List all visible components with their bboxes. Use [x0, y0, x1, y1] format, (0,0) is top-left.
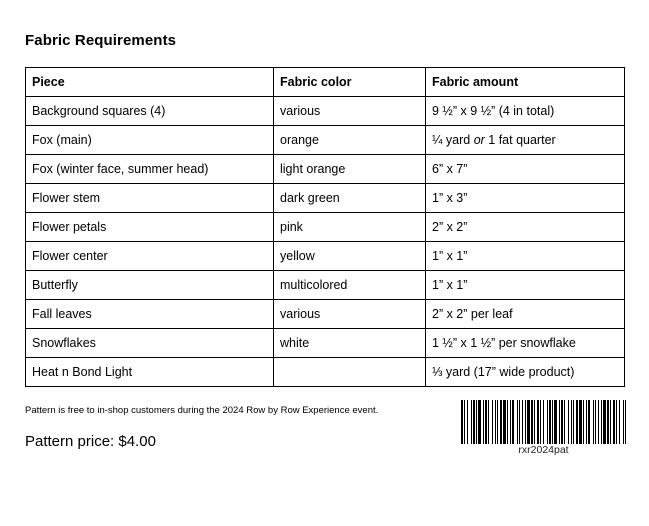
barcode-bar: [471, 400, 472, 444]
cell-fabric-color: [274, 358, 426, 387]
barcode-bar: [616, 400, 617, 444]
pattern-price: Pattern price: $4.00: [25, 433, 156, 450]
barcode-bar: [598, 400, 599, 444]
barcode-bar: [488, 400, 489, 444]
cell-piece: Snowflakes: [26, 329, 274, 358]
cell-fabric-amount: 1 ½” x 1 ½” per snowflake: [426, 329, 625, 358]
table-row: [26, 97, 625, 126]
barcode-bar: [547, 400, 548, 444]
barcode-bar: [500, 400, 502, 444]
barcode-bar: [476, 400, 477, 444]
barcode-bar: [623, 400, 624, 444]
table-row: [26, 271, 625, 300]
header-fabric-amount: Fabric amount: [426, 68, 625, 97]
barcode-bar: [568, 400, 569, 444]
barcode-bar: [461, 400, 463, 444]
barcode-bar: [619, 400, 620, 444]
barcode-bar: [588, 400, 590, 444]
cell-fabric-color: multicolored: [274, 271, 426, 300]
cell-fabric-amount: 1” x 3”: [426, 184, 625, 213]
cell-fabric-color: pink: [274, 213, 426, 242]
barcode-bar: [527, 400, 530, 444]
barcode-bar: [467, 400, 468, 444]
barcode-bar: [537, 400, 539, 444]
barcode-bar: [510, 400, 511, 444]
barcode-bar: [531, 400, 533, 444]
barcode-bar: [464, 400, 465, 444]
barcode-bar: [473, 400, 475, 444]
barcode-bar: [492, 400, 493, 444]
barcode-bar: [522, 400, 523, 444]
cell-fabric-color: orange: [274, 126, 426, 155]
cell-fabric-amount: 9 ½” x 9 ½” (4 in total): [426, 97, 625, 126]
barcode-bar: [485, 400, 487, 444]
table-row: [26, 300, 625, 329]
barcode-bar: [607, 400, 609, 444]
barcode-bar: [483, 400, 484, 444]
barcode-bar: [583, 400, 584, 444]
cell-piece: Flower center: [26, 242, 274, 271]
table-row: [26, 329, 625, 358]
barcode-bar: [552, 400, 553, 444]
barcode-bar: [573, 400, 574, 444]
barcode-bar: [571, 400, 572, 444]
fabric-requirements-table: [25, 67, 625, 387]
barcode-bar: [576, 400, 578, 444]
cell-fabric-amount: ¼ yard or 1 fat quarter: [426, 126, 625, 155]
barcode-bar: [601, 400, 602, 444]
cell-piece: Background squares (4): [26, 97, 274, 126]
barcode-bar: [613, 400, 615, 444]
barcode-bar: [593, 400, 594, 444]
table-row: [26, 358, 625, 387]
barcode-bar: [534, 400, 535, 444]
barcode-bar: [595, 400, 596, 444]
cell-piece: Flower petals: [26, 213, 274, 242]
barcode-bar: [564, 400, 565, 444]
barcode-bar: [497, 400, 498, 444]
barcode-bar: [549, 400, 551, 444]
cell-fabric-amount: 2” x 2”: [426, 213, 625, 242]
barcode-icon: [461, 400, 626, 444]
cell-fabric-amount: 1” x 1”: [426, 271, 625, 300]
barcode-bar: [603, 400, 606, 444]
barcode-bar: [478, 400, 481, 444]
cell-piece: Fox (main): [26, 126, 274, 155]
table-row: [26, 213, 625, 242]
table-row: [26, 242, 625, 271]
table-row: [26, 184, 625, 213]
barcode-label: rxr2024pat: [518, 444, 569, 456]
barcode-bar: [579, 400, 582, 444]
barcode-bar: [525, 400, 526, 444]
barcode-bar: [512, 400, 514, 444]
cell-fabric-color: white: [274, 329, 426, 358]
cell-piece: Butterfly: [26, 271, 274, 300]
barcode-bar: [507, 400, 508, 444]
barcode-bar: [517, 400, 518, 444]
cell-fabric-color: various: [274, 97, 426, 126]
cell-piece: Heat n Bond Light: [26, 358, 274, 387]
cell-fabric-color: dark green: [274, 184, 426, 213]
barcode-bar: [559, 400, 560, 444]
header-fabric-color: Fabric color: [274, 68, 426, 97]
barcode-bar: [610, 400, 611, 444]
table-header-row: [26, 68, 625, 97]
cell-piece: Fall leaves: [26, 300, 274, 329]
header-piece: Piece: [26, 68, 274, 97]
cell-piece: Flower stem: [26, 184, 274, 213]
table-row: [26, 155, 625, 184]
barcode-bar: [554, 400, 557, 444]
barcode-bar: [540, 400, 541, 444]
footnote: Pattern is free to in-shop customers during the 2024 Row by Row Experience event.: [25, 405, 379, 416]
barcode-bar: [561, 400, 563, 444]
cell-fabric-color: various: [274, 300, 426, 329]
cell-fabric-color: light orange: [274, 155, 426, 184]
barcode: [461, 400, 626, 456]
cell-fabric-amount: 2” x 2” per leaf: [426, 300, 625, 329]
page-title: Fabric Requirements: [25, 32, 177, 49]
cell-fabric-amount: 6” x 7”: [426, 155, 625, 184]
cell-fabric-color: yellow: [274, 242, 426, 271]
cell-piece: Fox (winter face, summer head): [26, 155, 274, 184]
barcode-bar: [625, 400, 626, 444]
barcode-bar: [503, 400, 506, 444]
barcode-bar: [519, 400, 520, 444]
cell-fabric-amount: ⅓ yard (17” wide product): [426, 358, 625, 387]
cell-fabric-amount: 1” x 1”: [426, 242, 625, 271]
barcode-bar: [586, 400, 587, 444]
table-row: [26, 126, 625, 155]
barcode-bar: [495, 400, 496, 444]
barcode-bar: [543, 400, 544, 444]
